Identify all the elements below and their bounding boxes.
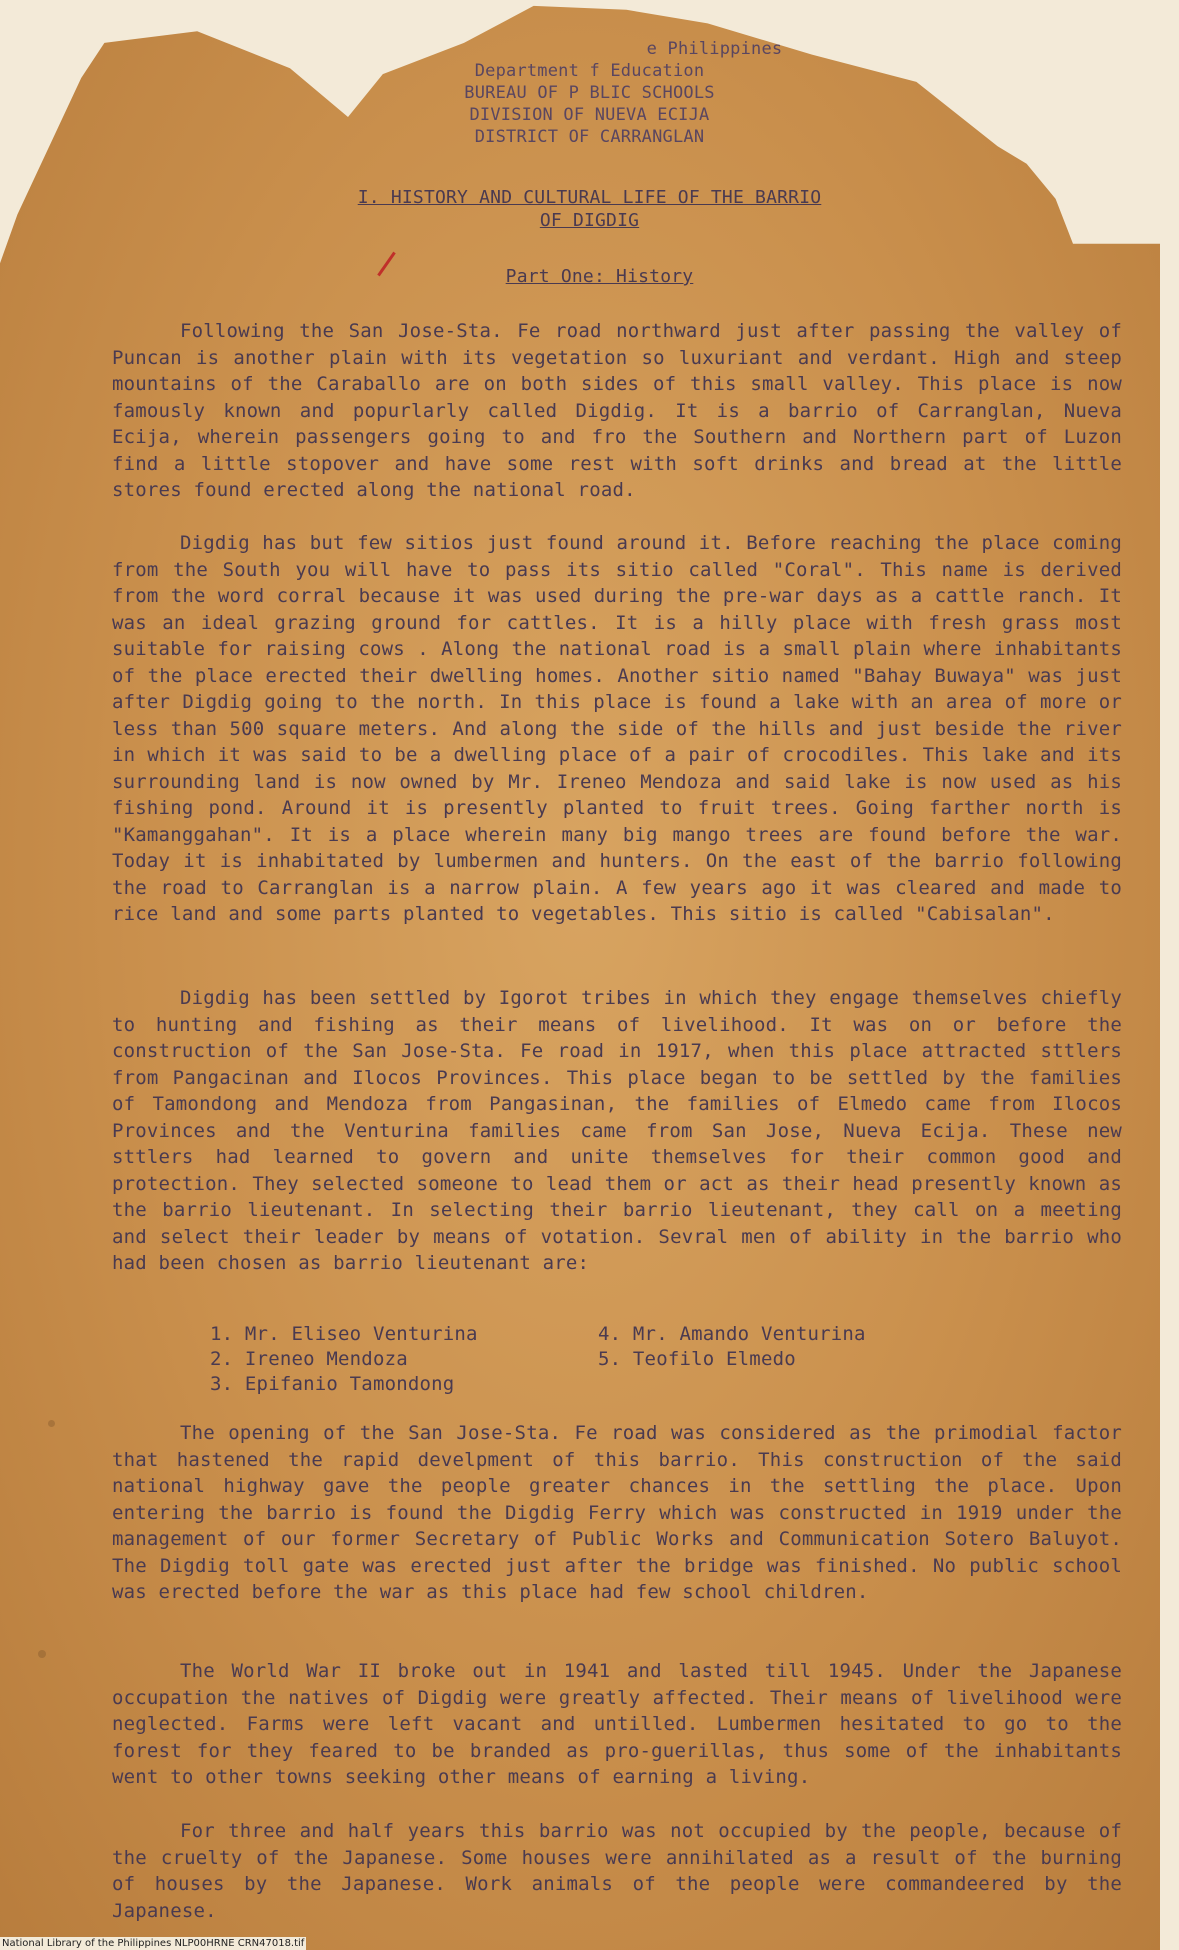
- part-heading: Part One: History: [505, 266, 694, 287]
- header-line: DIVISION OF NUEVA ECIJA: [469, 105, 710, 125]
- stain-spot: [38, 1650, 46, 1658]
- list-item: 1. Mr. Eliseo Venturina: [210, 1323, 478, 1345]
- list-item: 5. Teofilo Elmedo: [598, 1348, 796, 1370]
- paragraph: The opening of the San Jose-Sta. Fe road was considered as the primodial factor that hastened the rapid develpment of this barrio. This construction of the said national highway gave the people greater chances in the settling the place. Upon entering the barrio is found the Digdig Ferry which was constructed in 1919 under the management of our former Secretary of Public Works and Communication Sotero Baluyot. The Digdig toll gate was erected just after the bridge was finished. No public school was erected before the war as this place had few school children.: [112, 1422, 1122, 1603]
- paragraph: Following the San Jose-Sta. Fe road northward just after passing the valley of Puncan is another plain with its vegetation so luxuriant and verdant. High and steep mountains of the Caraballo are on both sides of this small valley. This place is now famously known and popurlarly called Digdig. It is a barrio of Carranglan, Nueva Ecija, wherein passengers going to and fro the Southern and Northern part of Luzon find a little stopover and have some rest with soft drinks and bread at the little stores found erected along the national road.: [112, 320, 1122, 501]
- list-item: 4. Mr. Amando Venturina: [598, 1323, 866, 1345]
- paragraph: Digdig has but few sitios just found around it. Before reaching the place coming from the South you will have to pass its sitio called "Coral". This name is derived from the word corral because it was used during the pre-war days as a cattle ranch. It was an ideal grazing ground for cattles. It is a hilly place with fresh grass most suitable for raising cows . Along the national road is a small plain where inhabitants of the place erected their dwelling homes. Another sitio named "Bahay Buwaya" was just after Digdig going to the north. In this place is found a lake with an area of more or less than 500 square meters. And along the side of the hills and just beside the river in which it was said to be a dwelling place of a pair of crocodiles. This lake and its surrounding land is now owned by Mr. Ireneo Mendoza and said lake is now used as his fishing pond. Around it is presently planted to fruit trees. Going farther north is "Kamanggahan". It is a place wherein many big mango trees are found before the war. Today it is inhabitated by lumbermen and hunters. On the east of the barrio following the road to Carranglan is a narrow plain. A few years ago it was cleared and made to rice land and some parts planted to vegetables. This sitio is called "Cabisalan".: [112, 532, 1122, 925]
- paragraph: Digdig has been settled by Igorot tribes in which they engage themselves chiefly to hunting and fishing as their means of livelihood. It was on or before the construction of the San Jose-Sta. Fe road in 1917, when this place attracted sttlers from Pangacinan and Ilocos Provinces. This place began to be settled by the families of Tamondong and Mendoza from Pangasinan, the families of Elmedo came from Ilocos Provinces and the Venturina families came from San Jose, Nueva Ecija. These new sttlers had learned to govern and unite themselves for their common good and protection. They selected someone to lead them or act as their head presently known as the barrio lieutenant. In selecting their barrio lieutenant, they call on a meeting and select their leader by means of votation. Sevral men of ability in the barrio who had been chosen as barrio lieutenant are:: [112, 987, 1122, 1274]
- header-line: Department f Education: [474, 61, 705, 81]
- document-title: OF DIGDIG: [539, 210, 640, 231]
- lieutenant-list-right: [598, 1322, 866, 1372]
- archive-footer: National Library of the Philippines NLP00HRNE CRN47018.tif: [2, 1938, 305, 1949]
- header-line: DISTRICT OF CARRANGLAN: [474, 127, 705, 147]
- lieutenant-list-left: [210, 1322, 478, 1397]
- paragraph: For three and half years this barrio was not occupied by the people, because of the cruelty of the Japanese. Some houses were annihilated as a result of the burning of houses by the Japanese. Work animals of the people were commandeered by the Japanese.: [112, 1820, 1122, 1922]
- stain-spot: [48, 1420, 55, 1427]
- list-item: 3. Epifanio Tamondong: [210, 1373, 455, 1395]
- header-line: BUREAU OF P BLIC SCHOOLS: [464, 83, 715, 103]
- list-item: 2. Ireneo Mendoza: [210, 1348, 408, 1370]
- document-title: I. HISTORY AND CULTURAL LIFE OF THE BARRIO: [357, 187, 822, 208]
- header-line: e Philippines: [646, 39, 783, 59]
- paragraph: The World War II broke out in 1941 and lasted till 1945. Under the Japanese occupation the natives of Digdig were greatly affected. Their means of livelihood were neglected. Farms were left vacant and untilled. Lumbermen hesitated to go to the forest for they feared to be branded as pro-guerillas, thus some of the inhabitants went to other towns seeking other means of earning a living.: [112, 1660, 1122, 1788]
